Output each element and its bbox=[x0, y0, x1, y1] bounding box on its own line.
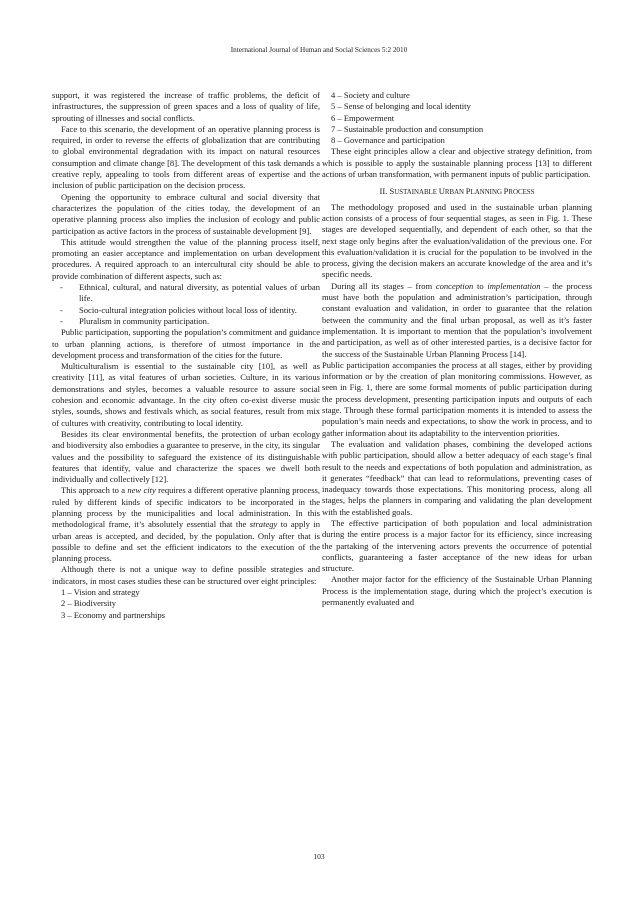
section-text: P bbox=[465, 186, 471, 197]
right-paragraph-2: The methodology proposed and used in the sustainable urban planning action consists of a process of four sequential stages, as seen in Fig. 1. These stages are developed sequentially, and dependent of each other, so that the next stage only begins after the evaluation/validation of the previous one. For this evaluation/validation it is crucial for the population to be involved in the process, giving the decision makers an accurate knowledge of the area and it’s specific needs. bbox=[322, 201, 592, 280]
bullet-text: Pluralism in community participation. bbox=[79, 315, 210, 326]
left-paragraph-6: Multiculturalism is essential to the sustainable city [10], as well as creativity [11], as vital features of urban societies. Culture, in its various demonstrations and styles, becomes a valuable resource to assure social cohesion and economic advantage. In the city often co-exist diverse music styles, sounds, shows and festivals which, as social features, result from mix of cultures with creativity, contributing to local identity. bbox=[52, 361, 320, 428]
text-run: to apply in urban areas is accepted, and decided, by the population. Only after that is possible to define and set the efficient indicators to the execution of the planning process. bbox=[52, 519, 320, 564]
section-text: ROCESS bbox=[508, 189, 535, 197]
left-paragraph-2: Face to this scenario, the development of an operative planning process is required, in order to reverse the effects of globalization that are contributing to global environmental degradation with its impact on natural resources consumption and climate change [8]. The development of this task demands a creative reply, appealing to tools from different areas of expertise and the inclusion of public participation on the decision process. bbox=[52, 123, 320, 191]
text-run: During all its stages – from bbox=[331, 280, 436, 291]
emphasis-conception: conception bbox=[435, 280, 474, 291]
bullet-dash: - bbox=[60, 282, 63, 293]
bullet-text: Socio-cultural integration policies without local loss of identity. bbox=[79, 304, 297, 315]
bullet-dash: - bbox=[60, 304, 63, 315]
principle-item: 4 – Society and culture bbox=[331, 90, 410, 100]
left-paragraph-4: This attitude would strengthen the value of the planning process itself, promoting an easier acceptance and implementation on urban development procedures. A required approach to an intercultural city should be able to provide combination of different aspects, such as: bbox=[52, 236, 320, 281]
bullet-item bbox=[52, 316, 320, 327]
right-paragraph-6: The effective participation of both population and local administration during the entire process is a major factor for its efficiency, since increasing the partaking of the intervening actors prevents the occurrence of potential conflicts, guaranteeing a faster acceptance of the new ideas for urban structure. bbox=[322, 517, 592, 574]
left-paragraph-9: Although there is not a unique way to define possible strategies and indicators, in most cases studies these can be structured over eight principles: bbox=[52, 564, 320, 586]
left-paragraph-3: Opening the opportunity to embrace cultural and social diversity that characterizes the population of the cities today, the development of an operative planning process also implies the inclusion of ecology and public participation as active factors in the process of sustainable development [9]. bbox=[52, 191, 320, 236]
page-number: 103 bbox=[313, 852, 325, 861]
bullet-item bbox=[52, 305, 320, 316]
left-column bbox=[52, 90, 320, 621]
principle-item: 2 – Biodiversity bbox=[61, 598, 117, 609]
right-column bbox=[322, 90, 592, 608]
section-text: RBAN bbox=[444, 189, 466, 197]
bullet-dash: - bbox=[60, 315, 63, 326]
bullet-text: Ethnical, cultural, and natural diversity, as potential values of urban life. bbox=[79, 282, 320, 304]
text-run: to bbox=[473, 280, 488, 291]
section-number: II. S bbox=[379, 186, 395, 197]
section-text: U bbox=[438, 186, 445, 197]
left-paragraph-7: Besides its clear environmental benefits, the protection of urban ecology and biodiversity also embodies a guarantee to preserve, in the city, its singular values and the possibility to safeguard the existence of its distinguishable features that identify, value and characterize the spaces we dwell both individually and collectively [12]. bbox=[52, 428, 320, 485]
emphasis-implementation: implementation bbox=[487, 280, 541, 291]
bullet-item bbox=[52, 282, 320, 305]
left-paragraph-1: support, it was registered the increase of traffic problems, the deficit of infrastructures, the suppression of green spaces and a loss of quality of life, sprouting of illnesses and social conflicts. bbox=[52, 90, 320, 123]
right-paragraph-7: Another major factor for the efficiency of the Sustainable Urban Planning Process is the implementation stage, during which the project’s execution is permanently evaluated and bbox=[322, 574, 592, 608]
section-heading bbox=[322, 186, 592, 198]
emphasis-new-city: new city bbox=[127, 485, 156, 496]
right-paragraph-4: Public participation accompanies the process at all stages, either by providing information or by the creation of plan monitoring commissions. However, as seen in Fig. 1, there are some formal moments of public participation during the process development, presenting participation inputs and outputs of each stage. Through these formal participation moments it is intended to assess the population’s main needs and expectations, to show the work in process, and to gather information about its adaptability to the intervention priorities. bbox=[322, 359, 592, 438]
right-paragraph-3 bbox=[322, 281, 592, 360]
principle-item: 5 – Sense of belonging and local identity bbox=[331, 101, 471, 112]
principle-item: 6 – Empowerment bbox=[331, 112, 395, 123]
text-run: This approach to a bbox=[61, 485, 128, 496]
section-text: USTAINABLE bbox=[394, 189, 439, 197]
principle-item: 3 – Economy and partnerships bbox=[61, 609, 165, 620]
principle-item: 7 – Sustainable production and consumption bbox=[331, 123, 484, 134]
section-text: LANNING bbox=[470, 189, 504, 197]
right-paragraph-5: The evaluation and validation phases, combining the developed actions with public participation, should allow a better adequacy of each stage’s final result to the needs and expectations of both population and administration, as it generates “feedback” that can lead to reformulations, preventing cases of inadequacy towards those expectations. This monitoring process, along all stages, helps the planners in comparing and validating the plan development with the established goals. bbox=[322, 438, 592, 517]
text-run: – the process must have both the population and administration’s participation, through constant evaluation and validation, in order to guarantee that the relation between the community and the final urban proposal, as well as it’s faster implementation. It is important to mention that the population’s involvement and participation, as well as of other interested parties, is a decisive factor for the success of the Sustainable Urban Planning Process [14]. bbox=[322, 280, 592, 359]
section-text: P bbox=[503, 186, 509, 197]
left-paragraph-5: Public participation, supporting the population’s commitment and guidance to urban planning actions, is therefore of utmost importance in the development process and transformation of the cities for the future. bbox=[52, 327, 320, 360]
principle-item: 8 – Governance and participation bbox=[331, 135, 445, 146]
journal-header: International Journal of Human and Social Sciences 5:2 2010 bbox=[230, 46, 408, 54]
right-paragraph-1: These eight principles allow a clear and objective strategy definition, from which is possible to apply the sustainable planning process [13] to different actions of urban transformation, with permanent inputs of public participation. bbox=[322, 146, 592, 180]
left-paragraph-8 bbox=[52, 485, 320, 564]
text-run: requires a different operative planning process, ruled by different kinds of specific indicators to be incorporated in the planning process by the municipalities and local administration. In this methodological frame, it’s absolutely essential that the bbox=[52, 485, 320, 530]
emphasis-strategy: strategy bbox=[249, 519, 278, 530]
principle-item: 1 – Vision and strategy bbox=[61, 587, 140, 598]
